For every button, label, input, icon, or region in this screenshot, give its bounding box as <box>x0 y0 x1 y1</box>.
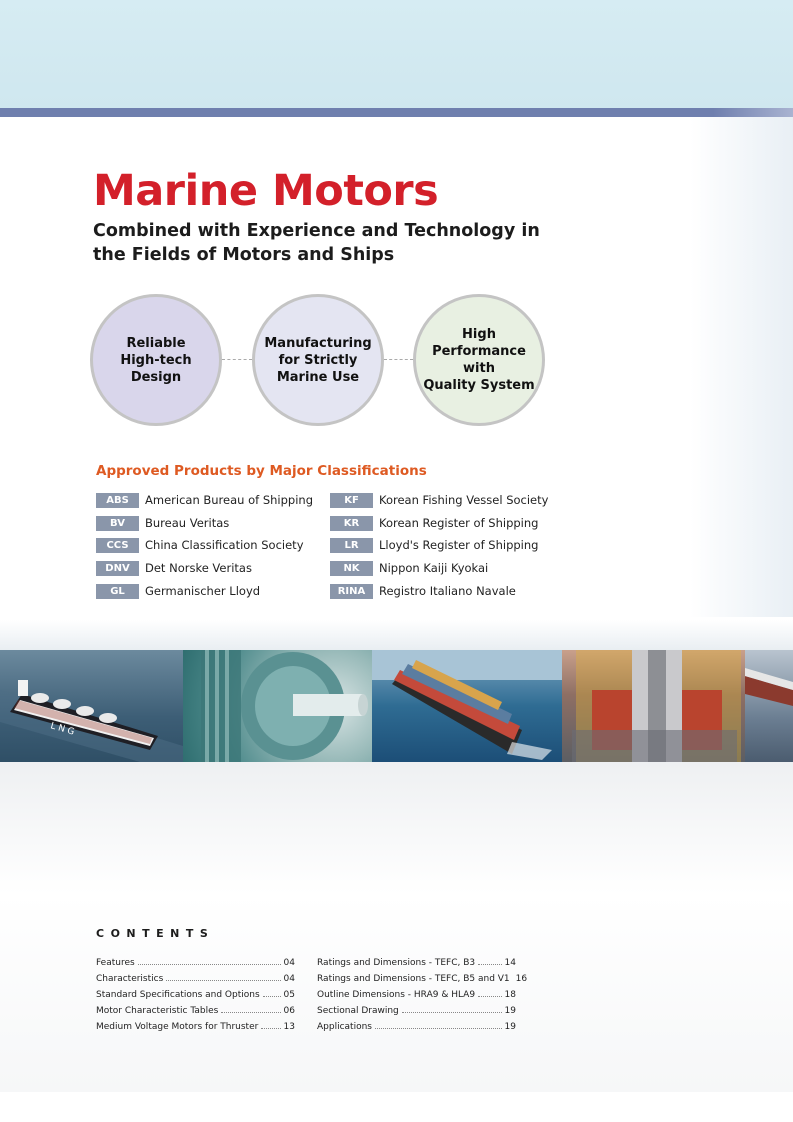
toc-leader <box>402 1005 502 1013</box>
toc-item[interactable] <box>96 989 295 1003</box>
classification-name: Lloyd's Register of Shipping <box>379 538 539 552</box>
classification-item <box>96 515 229 531</box>
classification-code: GL <box>96 584 139 599</box>
photo-band-haze <box>0 620 793 650</box>
classification-item <box>330 492 548 508</box>
classification-item <box>330 560 488 576</box>
classification-name: Bureau Veritas <box>145 516 230 530</box>
toc-item[interactable] <box>317 957 516 971</box>
toc-item[interactable] <box>317 1005 516 1019</box>
classification-item <box>330 515 538 531</box>
photo-motor-shaft <box>183 650 372 762</box>
toc-leader <box>263 989 281 997</box>
toc-item[interactable] <box>317 1021 516 1035</box>
lng-ship-illustration <box>0 650 183 762</box>
toc-item[interactable] <box>317 989 516 1003</box>
circle-connector <box>222 359 252 360</box>
container-ship-illustration <box>372 650 562 762</box>
classification-item <box>96 492 313 508</box>
toc-label: Motor Characteristic Tables <box>96 1006 219 1016</box>
contents-title: CONTENTS <box>96 927 215 940</box>
toc-label: Applications <box>317 1022 372 1032</box>
classification-item <box>96 537 304 553</box>
toc-label: Characteristics <box>96 974 164 984</box>
toc-leader <box>375 1021 502 1029</box>
toc-label: Sectional Drawing <box>317 1006 399 1016</box>
toc-item[interactable] <box>96 957 295 971</box>
toc-leader <box>166 973 280 981</box>
classification-code: LR <box>330 538 373 553</box>
toc-leader <box>138 957 281 965</box>
toc-page: 04 <box>283 974 295 984</box>
header-band <box>0 0 793 108</box>
classification-name: Korean Register of Shipping <box>379 516 539 530</box>
classification-item <box>96 583 260 599</box>
feature-circle-design: Reliable High-tech Design <box>90 294 222 426</box>
toc-label: Standard Specifications and Options <box>96 990 260 1000</box>
classification-name: Korean Fishing Vessel Society <box>379 493 549 507</box>
page-subtitle: Combined with Experience and Technology in the Fields of Motors and Ships <box>93 221 540 265</box>
toc-item[interactable] <box>96 973 295 987</box>
feature-circle-quality: High Performance with Quality System <box>413 294 545 426</box>
toc-leader <box>261 1021 280 1029</box>
classification-item <box>96 560 252 576</box>
classification-code: KF <box>330 493 373 508</box>
toc-page: 19 <box>504 1006 516 1016</box>
toc-leader <box>221 1005 280 1013</box>
feature-circle-manufacturing: Manufacturing for Strictly Marine Use <box>252 294 384 426</box>
toc-page: 13 <box>283 1022 295 1032</box>
toc-item[interactable] <box>96 1005 295 1019</box>
classification-code: CCS <box>96 538 139 553</box>
toc-label: Outline Dimensions - HRA9 & HLA9 <box>317 990 476 1000</box>
classification-code: DNV <box>96 561 139 576</box>
ship-hull-text: L N G <box>49 721 76 738</box>
classification-item <box>330 583 516 599</box>
circle-connector <box>384 359 413 360</box>
toc-page: 04 <box>283 958 295 968</box>
motor-section-illustration <box>562 650 745 762</box>
classification-name: American Bureau of Shipping <box>145 493 314 507</box>
toc-label: Medium Voltage Motors for Thruster <box>96 1022 259 1032</box>
background-haze <box>690 117 793 617</box>
toc-page: 06 <box>283 1006 295 1016</box>
toc-item[interactable] <box>317 973 528 987</box>
photo-container-ship <box>372 650 562 762</box>
toc-leader <box>478 989 501 997</box>
classification-code: ABS <box>96 493 139 508</box>
toc-label: Ratings and Dimensions - TEFC, B5 and V1 <box>317 974 510 984</box>
classification-code: KR <box>330 516 373 531</box>
photo-lng-ship <box>0 650 183 762</box>
photo-ship-edge <box>745 650 793 762</box>
toc-page: 18 <box>504 990 516 1000</box>
classification-code: RINA <box>330 584 373 599</box>
classification-name: Det Norske Veritas <box>145 561 252 575</box>
approved-title: Approved Products by Major Classifications <box>96 463 427 479</box>
page-title: Marine Motors <box>93 166 439 216</box>
toc-page: 05 <box>283 990 295 1000</box>
classification-code: NK <box>330 561 373 576</box>
toc-page: 16 <box>515 974 528 984</box>
toc-item[interactable] <box>96 1021 295 1035</box>
toc-label: Features <box>96 958 135 968</box>
toc-label: Ratings and Dimensions - TEFC, B3 <box>317 958 476 968</box>
toc-page: 14 <box>504 958 516 968</box>
classification-name: Germanischer Lloyd <box>145 584 261 598</box>
classification-code: BV <box>96 516 139 531</box>
classification-name: Registro Italiano Navale <box>379 584 516 598</box>
toc-leader <box>478 957 501 965</box>
classification-name: China Classification Society <box>145 538 304 552</box>
ship-edge-illustration <box>745 650 793 762</box>
header-stripe <box>0 108 793 117</box>
classification-name: Nippon Kaiji Kyokai <box>379 561 489 575</box>
toc-page: 19 <box>504 1022 516 1032</box>
classification-item <box>330 537 538 553</box>
photo-motor-section <box>562 650 745 762</box>
motor-shaft-illustration <box>183 650 372 762</box>
